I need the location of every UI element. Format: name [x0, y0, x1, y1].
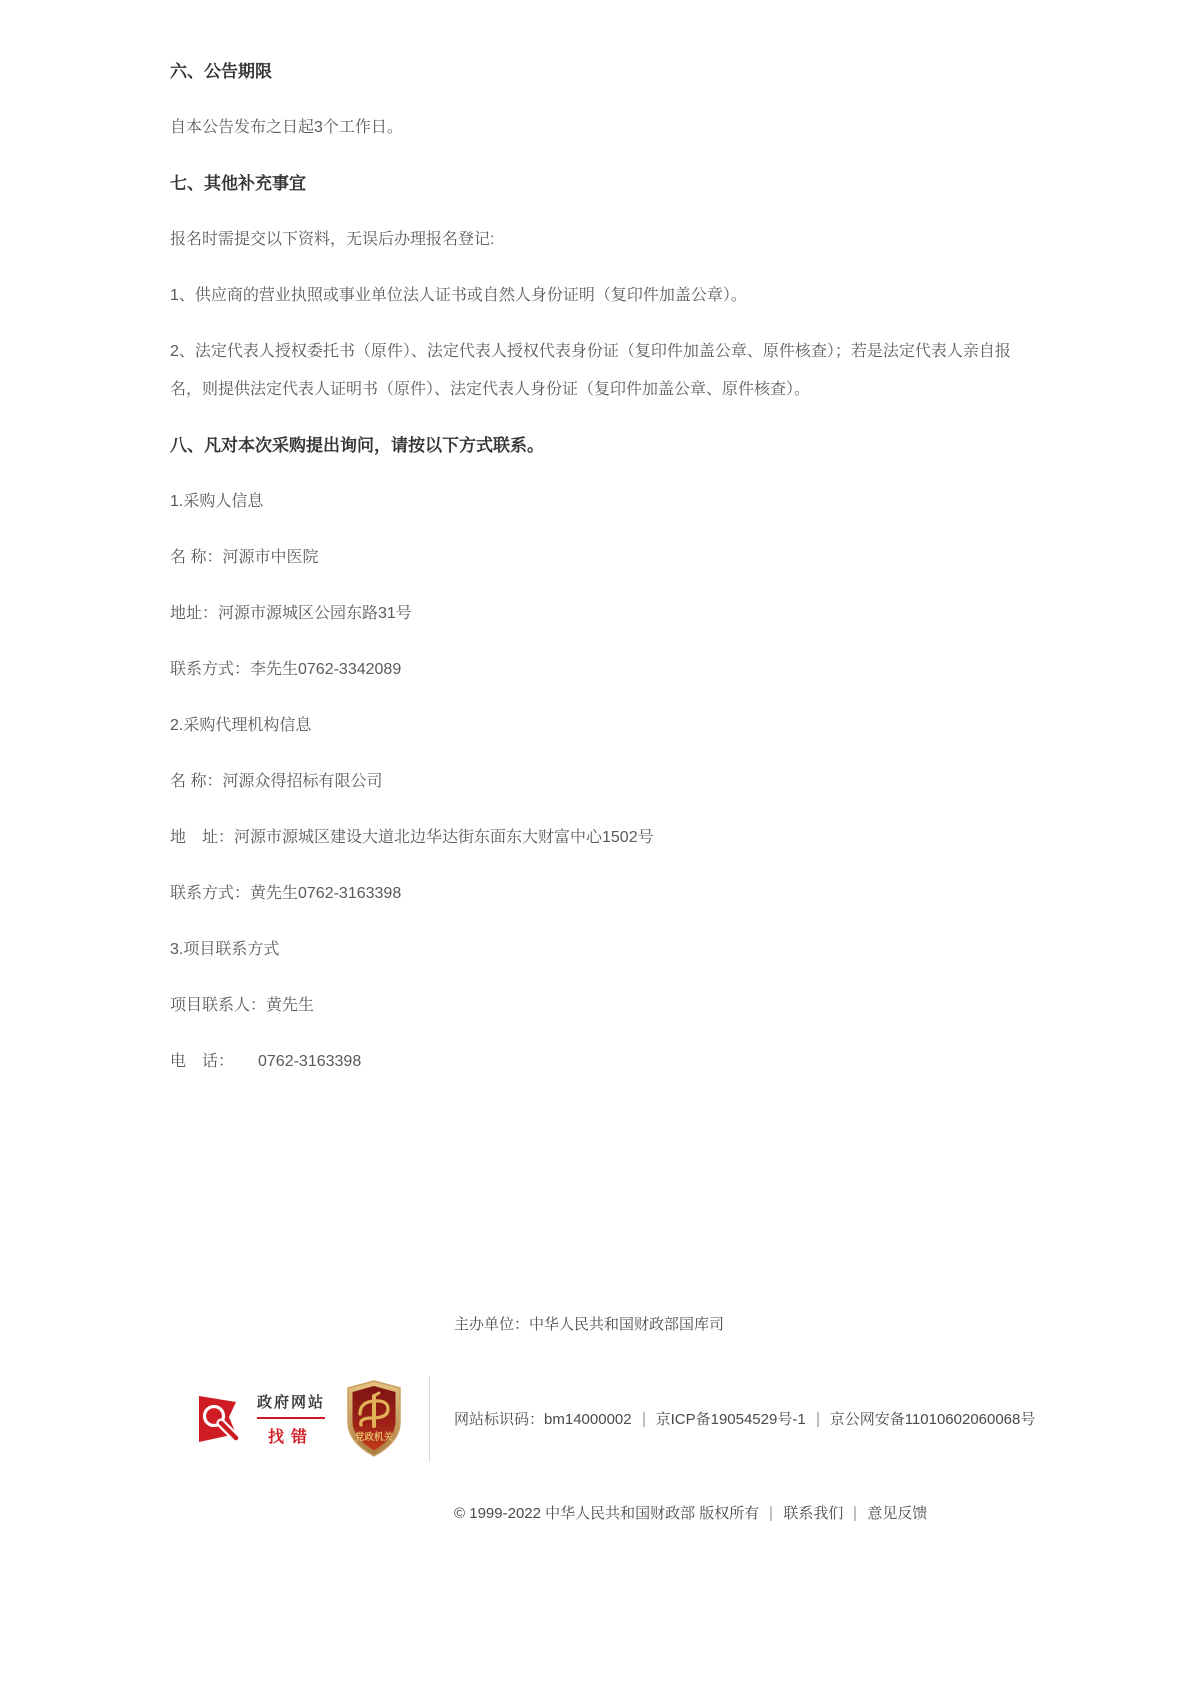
- police-record-link[interactable]: 京公网安备11010602060068号: [829, 1410, 1036, 1428]
- paragraph: 3.项目联系方式: [170, 941, 280, 958]
- copyright-text: © 1999-2022 中华人民共和国财政部 版权所有: [454, 1505, 760, 1522]
- icp-link[interactable]: 京ICP备19054529号-1: [655, 1410, 806, 1428]
- gov-site-error-logo-text: [257, 1391, 325, 1447]
- footer-host-text: 主办单位：中华人民共和国财政部国库司: [454, 1316, 725, 1333]
- paragraph: 1、供应商的营业执照或事业单位法人证书或自然人身份证明（复印件加盖公章）。: [170, 287, 747, 304]
- footer-line-copyright: [454, 1498, 1035, 1530]
- paragraph: 联系方式：黄先生0762-3163398: [170, 885, 402, 902]
- contact-us-link[interactable]: 联系我们: [783, 1505, 844, 1522]
- find-error-label: 找错: [268, 1429, 315, 1447]
- footer-line-host: [454, 1309, 1035, 1341]
- footer-line-records: [454, 1404, 1035, 1436]
- page-footer: [196, 1246, 1035, 1593]
- gov-site-error-logo[interactable]: [196, 1390, 325, 1448]
- document-body: [170, 53, 1022, 1099]
- paragraph: 名 称：河源众得招标有限公司: [170, 773, 383, 790]
- footer-divider: [429, 1376, 430, 1462]
- paragraph: 地 址：河源市源城区建设大道北边华达街东面东大财富中心1502号: [170, 829, 654, 846]
- paragraph: 地址：河源市源城区公园东路31号: [170, 605, 412, 622]
- paragraph: 2、法定代表人授权委托书（原件）、法定代表人授权代表身份证（复印件加盖公章、原件核查）；若是法定代表人亲自报名，则提供法定代表人证明书（原件）、法定代表人身份证（复印件加盖公章、原件核查）。: [170, 343, 1011, 398]
- separator-bar: [817, 1412, 819, 1427]
- separator-bar: [770, 1506, 772, 1521]
- paragraph: 电 话： 0762-3163398: [170, 1053, 362, 1070]
- badge-label: 党政机关: [355, 1432, 394, 1444]
- section-heading: 六、公告期限: [170, 62, 272, 81]
- footer-info: [454, 1246, 1035, 1593]
- section-heading: 七、其他补充事宜: [170, 174, 306, 193]
- magnifier-flag-icon: [196, 1390, 248, 1448]
- paragraph: 2.采购代理机构信息: [170, 717, 312, 734]
- party-gov-badge-icon[interactable]: [345, 1380, 403, 1458]
- site-code-text: 网站标识码：bm14000002: [454, 1410, 632, 1428]
- section-heading: 八、凡对本次采购提出询问，请按以下方式联系。: [170, 436, 544, 455]
- gov-site-label: 政府网站: [257, 1391, 325, 1419]
- paragraph: 项目联系人：黄先生: [170, 997, 315, 1014]
- paragraph: 自本公告发布之日起3个工作日。: [170, 119, 403, 136]
- separator-bar: [643, 1412, 645, 1427]
- paragraph: 联系方式：李先生0762-3342089: [170, 661, 402, 678]
- separator-bar: [854, 1506, 856, 1521]
- paragraph: 报名时需提交以下资料，无误后办理报名登记:: [170, 231, 495, 248]
- paragraph: 1.采购人信息: [170, 493, 264, 510]
- feedback-link[interactable]: 意见反馈: [867, 1505, 928, 1522]
- paragraph: 名 称：河源市中医院: [170, 549, 319, 566]
